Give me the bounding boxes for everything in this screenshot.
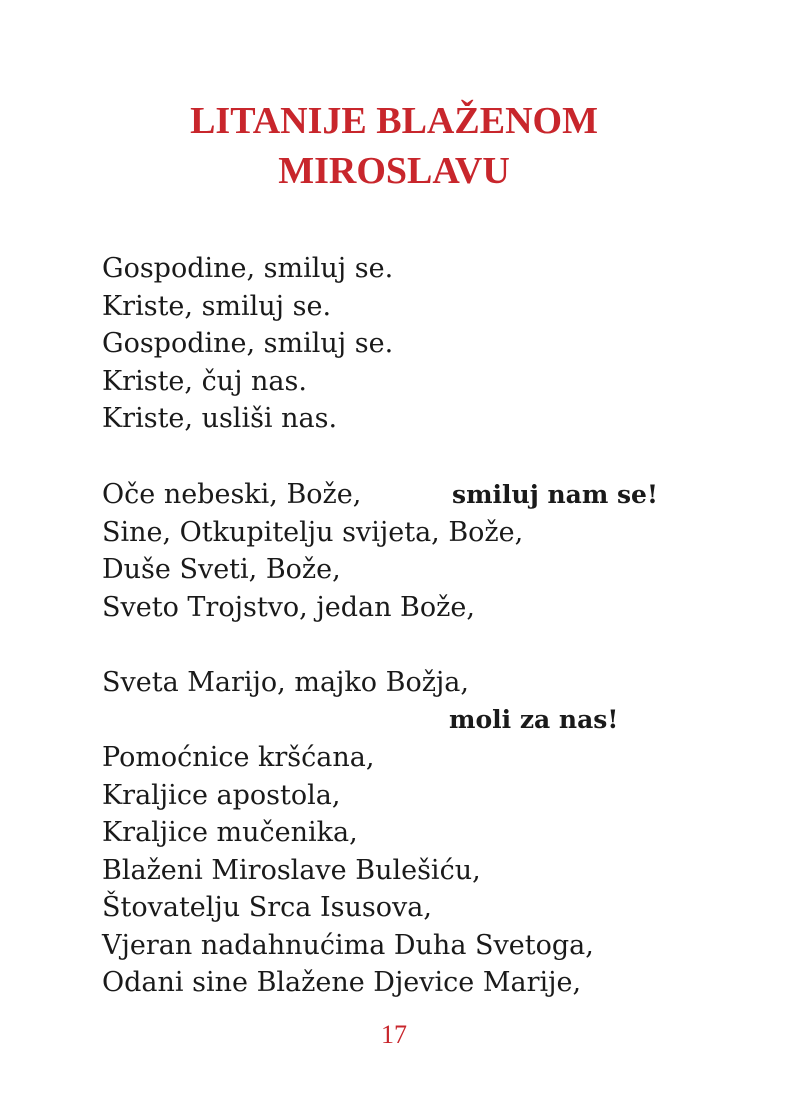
- page-number: 17: [381, 1020, 407, 1049]
- saints-first-line: Sveta Marijo, majko Božja,: [102, 667, 469, 698]
- title-line-1: LITANIJE BLAŽENOM: [190, 100, 598, 142]
- page-title: [0, 96, 788, 196]
- trinity-line: Oče nebeski, Bože,: [102, 479, 362, 510]
- saint-invocation: Pomoćnice kršćana,: [102, 742, 375, 773]
- kyrie-line: Kriste, usliši nas.: [102, 403, 338, 434]
- kyrie-line: Kriste, smiluj se.: [102, 290, 332, 322]
- title-line-2: MIROSLAVU: [278, 150, 510, 192]
- kyrie-line: Gospodine, smiluj se.: [102, 328, 394, 359]
- saints-response: moli za nas!: [449, 705, 619, 734]
- saint-invocation: Vjeran nadahnućima Duha Svetoga,: [102, 929, 594, 961]
- saint-invocation: Štovatelju Srca Isusova,: [102, 892, 432, 923]
- kyrie-line: Kriste, čuj nas.: [102, 365, 307, 397]
- saint-invocation: Kraljice mučenika,: [102, 817, 358, 848]
- trinity-line: Sine, Otkupitelju svijeta, Bože,: [102, 516, 524, 548]
- trinity-response: smiluj nam se!: [452, 480, 658, 509]
- saints-block: [102, 739, 594, 1002]
- saint-invocation: Blaženi Miroslave Bulešiću,: [102, 854, 481, 886]
- trinity-line: Sveto Trojstvo, jedan Bože,: [102, 591, 475, 623]
- saint-invocation: Kraljice apostola,: [102, 779, 341, 811]
- kyrie-line: Gospodine, smiluj se.: [102, 253, 394, 284]
- saint-invocation: Odani sine Blažene Djevice Marije,: [102, 967, 582, 998]
- trinity-line: Duše Sveti, Bože,: [102, 554, 341, 585]
- kyrie-block: [102, 250, 393, 438]
